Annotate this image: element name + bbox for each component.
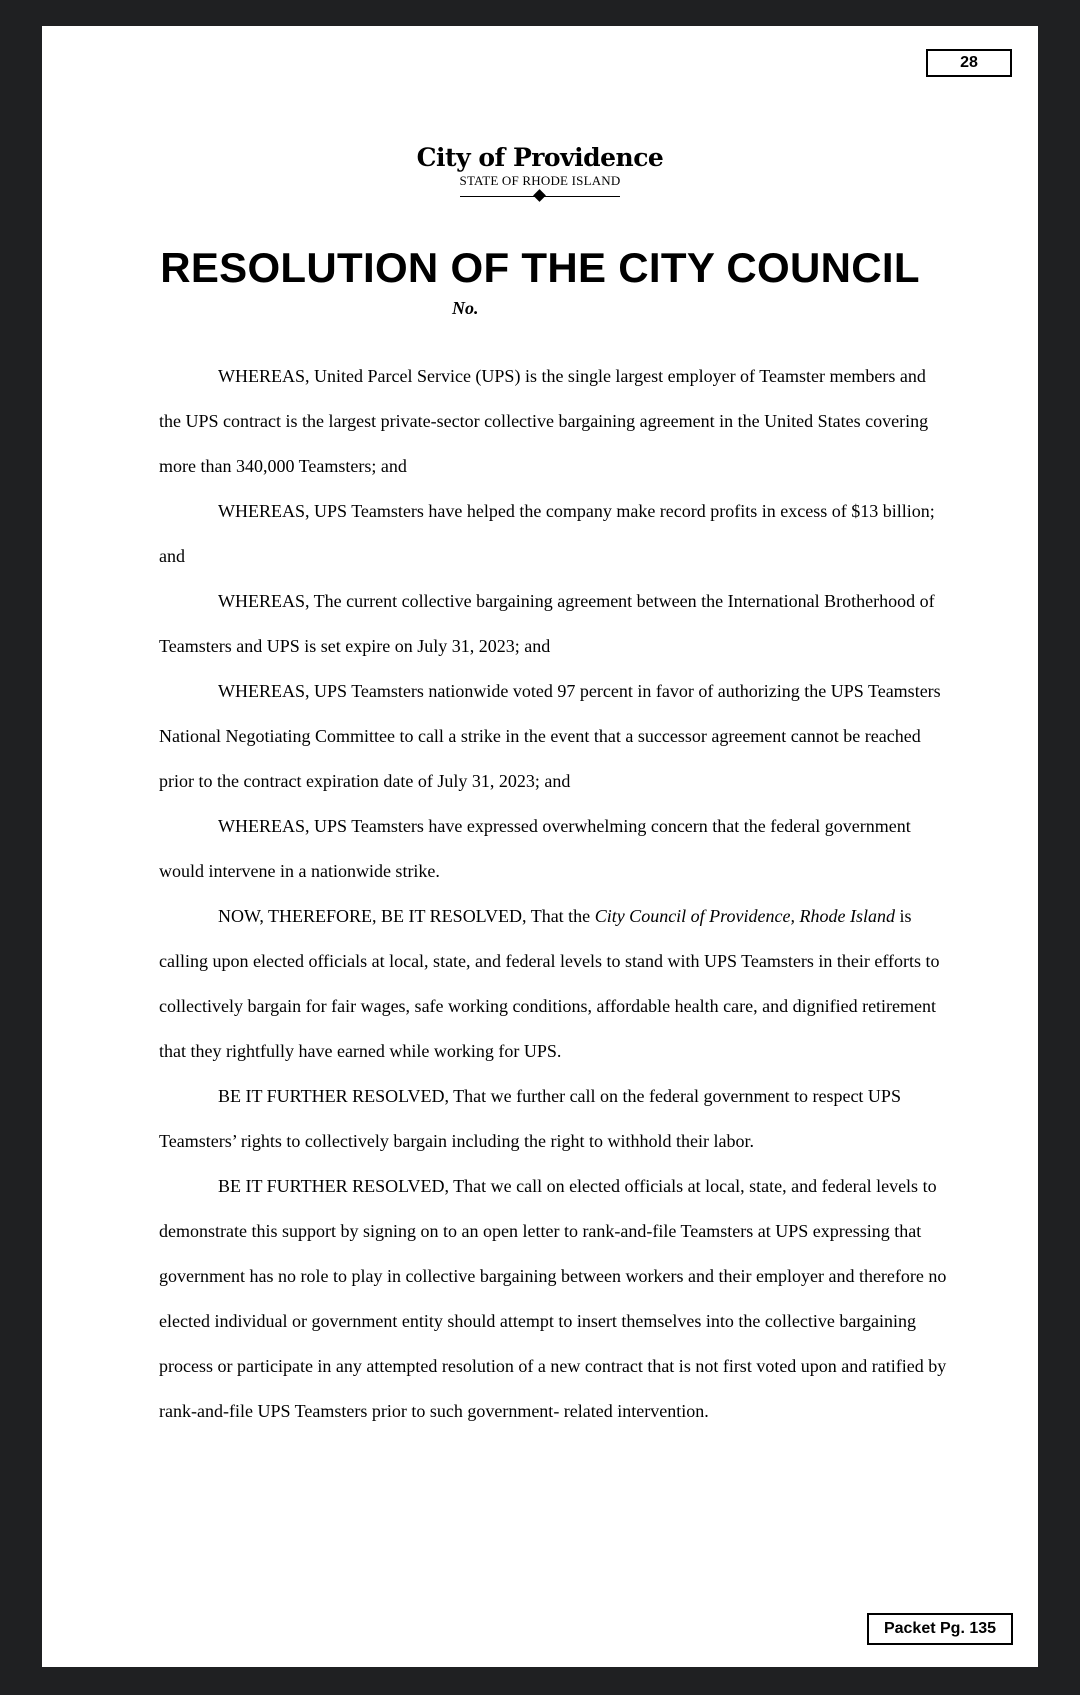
- resolved-paragraph: [159, 894, 949, 1074]
- resolved-paragraph-council-name: City Council of Providence, Rhode Island: [594, 906, 895, 926]
- packet-page-badge: Packet Pg. 135: [867, 1613, 1013, 1645]
- seal-divider: [460, 191, 620, 201]
- further-resolved-paragraph-1: BE IT FURTHER RESOLVED, That we further call on the federal government to respect UPS Teamsters’ rights to collectively bargain including the right to withhold their labor.: [159, 1086, 901, 1151]
- resolution-number-label: No.: [452, 298, 479, 318]
- resolution-body: [159, 354, 949, 1434]
- diamond-icon: [533, 189, 546, 202]
- whereas-paragraph-5: WHEREAS, UPS Teamsters have expressed overwhelming concern that the federal government would intervene in a nationwide strike.: [159, 816, 911, 881]
- resolved-paragraph-lead: NOW, THEREFORE, BE IT RESOLVED, That the: [218, 906, 595, 926]
- document-page: [42, 26, 1038, 1667]
- whereas-paragraph-1: WHEREAS, United Parcel Service (UPS) is the single largest employer of Teamster members and the UPS contract is the largest private-sector collective bargaining agreement in the United States covering more than 340,000 Teamsters; and: [159, 366, 929, 476]
- further-resolved-paragraph-2: BE IT FURTHER RESOLVED, That we call on elected officials at local, state, and federal levels to demonstrate this support by signing on to an open letter to rank-and-file Teamsters at UPS expressing that government has no role to play in collective bargaining between workers and their employer and therefore no elected individual or government entity should attempt to insert themselves into the collective bargaining process or participate in any attempted resolution of a new contract that is not first voted upon and ratified by rank-and-file UPS Teamsters prior to such government- related intervention.: [159, 1176, 947, 1421]
- document-title: RESOLUTION OF THE CITY COUNCIL: [160, 244, 920, 291]
- whereas-paragraph-4: WHEREAS, UPS Teamsters nationwide voted 97 percent in favor of authorizing the UPS Teamsters National Negotiating Committee to call a strike in the event that a successor agreement cannot be reached prior to the contract expiration date of July 31, 2023; and: [159, 681, 941, 791]
- seal-city-name: City of Providence: [416, 143, 664, 172]
- whereas-paragraph-2: WHEREAS, UPS Teamsters have helped the company make record profits in excess of $13 billion; and: [159, 501, 935, 566]
- page-number-badge: 28: [926, 49, 1012, 77]
- city-seal-header: [42, 144, 1038, 201]
- whereas-paragraph-3: WHEREAS, The current collective bargaining agreement between the International Brotherhood of Teamsters and UPS is set expire on July 31, 2023; and: [159, 591, 935, 656]
- seal-state-name: STATE OF RHODE ISLAND: [459, 172, 621, 188]
- resolved-paragraph-rest: is calling upon elected officials at local, state, and federal levels to stand with UPS Teamsters in their efforts to collectively bargain for fair wages, safe working conditions, affordable health care, and dignified retirement that they rightfully have earned while working for UPS.: [159, 906, 940, 1061]
